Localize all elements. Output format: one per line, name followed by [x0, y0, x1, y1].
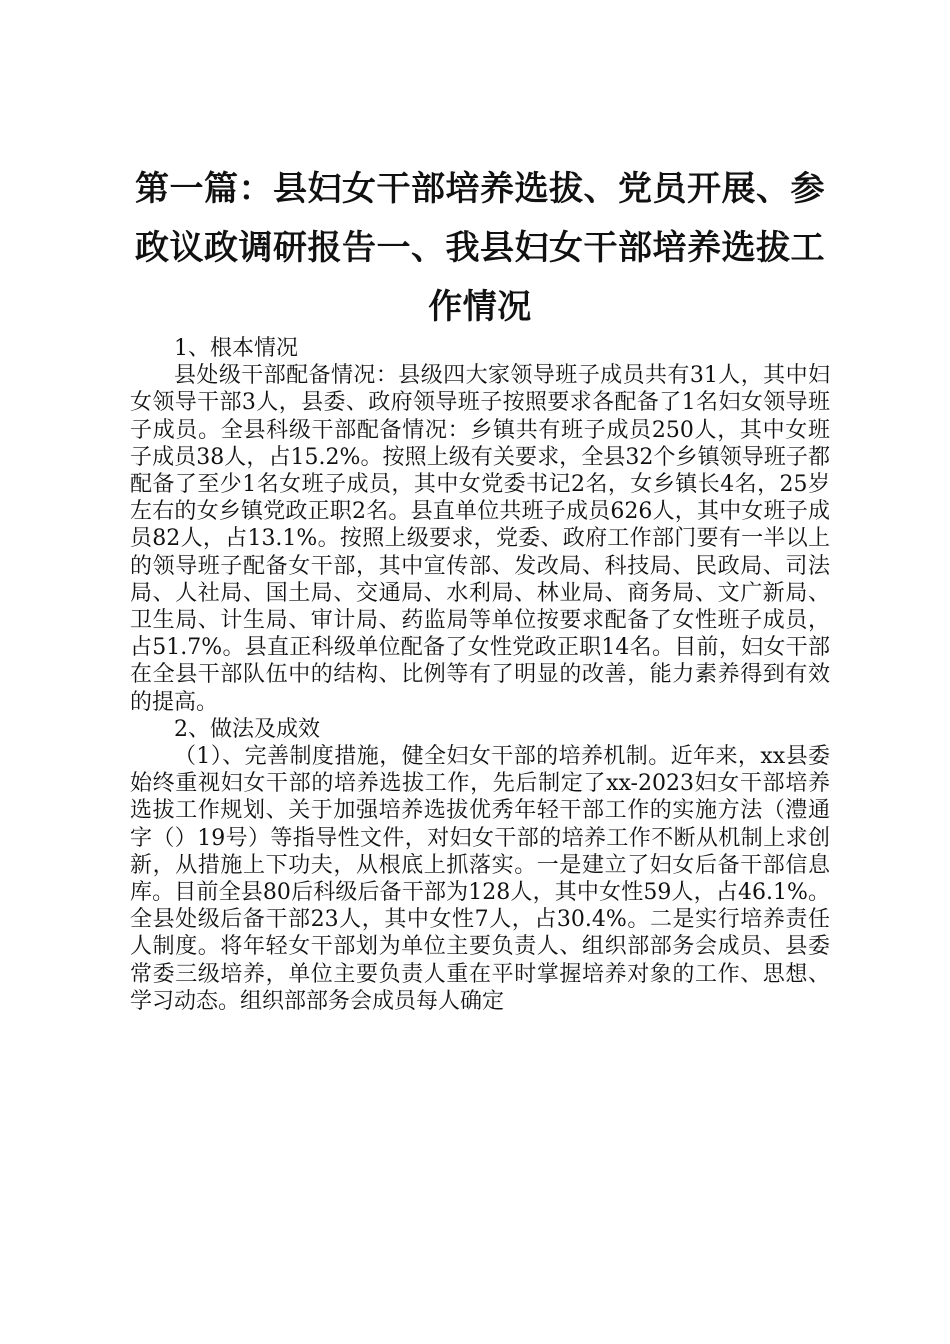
body-paragraph: 县处级干部配备情况：县级四大家领导班子成员共有31人，其中妇女领导干部3人，县委、政府领导班子按照要求各配备了1名妇女领导班子成员。全县科级干部配备情况：乡镇共有班子成员250人，其中女班子成员38人，占15.2%。按照上级有关要求，全县32个乡镇领导班子都配备了至少1名女班子成员，其中女党委书记2名，女乡镇长4名，25岁左右的女乡镇党政正职2名。县直单位共班子成员626人，其中女班子成员82人，占13.1%。按照上级要求，党委、政府工作部门要有一半以上的领导班子配备女干部，其中宣传部、发改局、科技局、民政局、司法局、人社局、国土局、交通局、水利局、林业局、商务局、文广新局、卫生局、计生局、审计局、药监局等单位按要求配备了女性班子成员，占51.7%。县直正科级单位配备了女性党政正职14名。目前，妇女干部在全县干部队伍中的结构、比例等有了明显的改善，能力素养得到有效的提高。: [130, 363, 830, 715]
body-paragraph: （1）、完善制度措施，健全妇女干部的培养机制。近年来，xx县委始终重视妇女干部的培养选拔工作，先后制定了xx-2023妇女干部培养选拔工作规划、关于加强培养选拔优秀年轻干部工作的实施方法（澧通字（）19号）等指导性文件，对妇女干部的培养工作不断从机制上求创新，从措施上下功夫，从根底上抓落实。一是建立了妇女后备干部信息库。目前全县80后科级后备干部为128人，其中女性59人，占46.1%。全县处级后备干部23人，其中女性7人，占30.4%。二是实行培养责任人制度。将年轻女干部划为单位主要负责人、组织部部务会成员、县委常委三级培养，单位主要负责人重在平时掌握培养对象的工作、思想、学习动态。组织部部务会成员每人确定: [130, 744, 830, 1014]
document-title: 第一篇：县妇女干部培养选拔、党员开展、参政议政调研报告一、我县妇女干部培养选拔工作情况: [135, 169, 825, 327]
document-page: [130, 160, 830, 1015]
section-heading: 1、根本情况: [174, 336, 298, 361]
document-body: [130, 335, 830, 1015]
section-heading: 2、做法及成效: [174, 716, 320, 742]
